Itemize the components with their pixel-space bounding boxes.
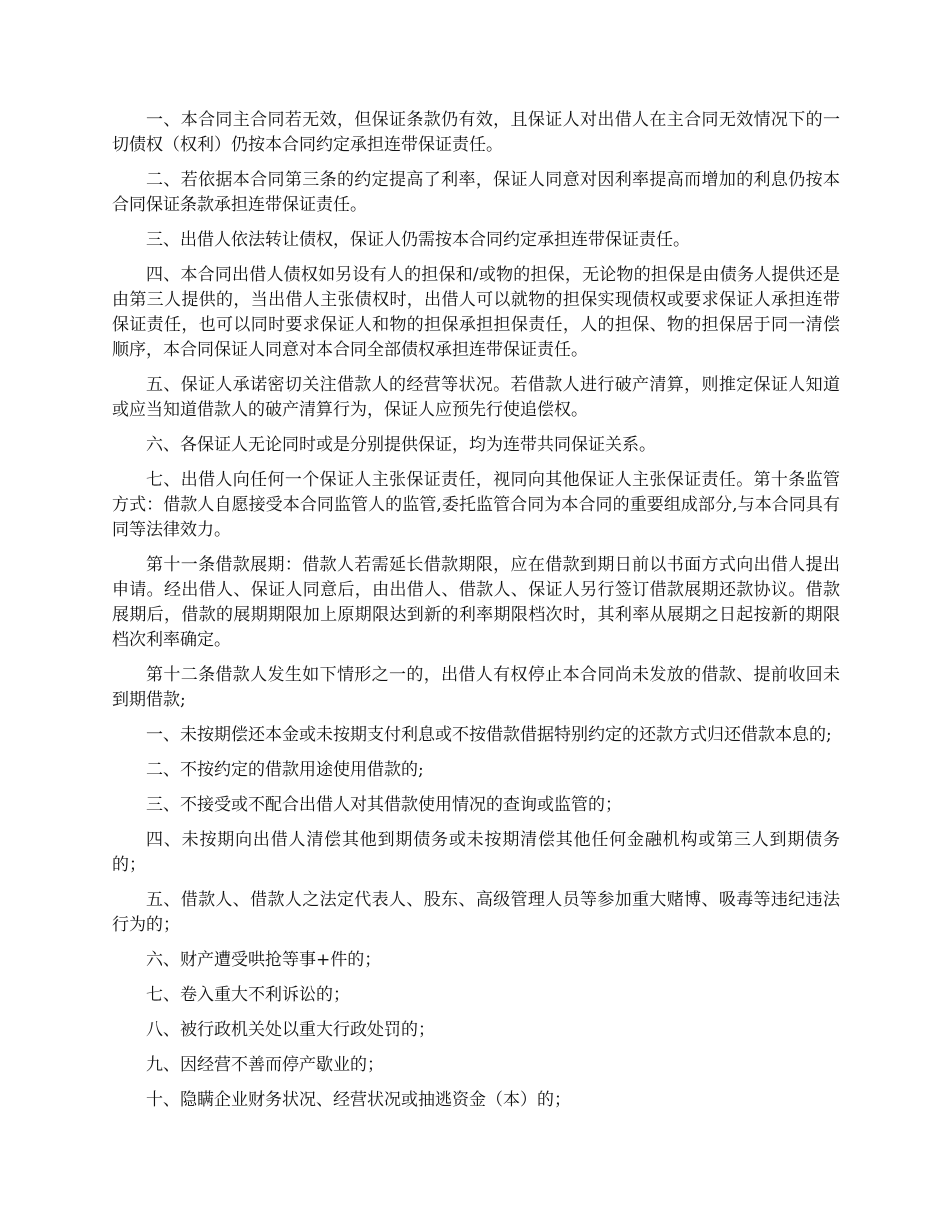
paragraph: 十、隐瞒企业财务状况、经营状况或抽逃资金（本）的； (146, 1090, 571, 1110)
paragraph: 一、未按期偿还本金或未按期支付利息或不按借款借据特别约定的还款方式归还借款本息的; (146, 725, 832, 745)
paragraph: 七、出借人向任何一个保证人主张保证责任，视同向其他保证人主张保证责任。第十条监管方式：借款人自愿接受本合同监管人的监管,委托监管合同为本合同的重要组成部分,与本合同具有同等法律效力。 (112, 470, 840, 540)
paragraph: 第十一条借款展期：借款人若需延长借款期限，应在借款到期日前以书面方式向出借人提出申请。经出借人、保证人同意后，由出借人、借款人、保证人另行签订借款展期还款协议。借款展期后，借款的展期期限加上原期限达到新的利率期限档次时，其利率从展期之日起按新的期限档次利率确定。 (112, 555, 840, 650)
paragraph: 七、卷入重大不利诉讼的； (146, 985, 350, 1005)
paragraph: 二、若依据本合同第三条的约定提高了利率，保证人同意对因利率提高而增加的利息仍按本合同保证条款承担连带保证责任。 (112, 170, 840, 215)
document-body (112, 108, 840, 1123)
paragraph: 九、因经营不善而停产歇业的； (146, 1055, 384, 1075)
paragraph: 六、财产遭受哄抢等事+件的； (146, 950, 382, 970)
paragraph: 五、借款人、借款人之法定代表人、股东、高级管理人员等参加重大赌博、吸毒等违纪违法行为的； (112, 890, 840, 935)
paragraph: 三、不接受或不配合出借人对其借款使用情况的查询或监管的； (146, 795, 622, 815)
paragraph: 三、出借人依法转让债权，保证人仍需按本合同约定承担连带保证责任。 (146, 230, 690, 250)
paragraph: 四、未按期向出借人清偿其他到期债务或未按期清偿其他任何金融机构或第三人到期债务的； (112, 830, 840, 875)
paragraph: 六、各保证人无论同时或是分别提供保证，均为连带共同保证关系。 (146, 435, 656, 455)
paragraph: 第十二条借款人发生如下情形之一的，出借人有权停止本合同尚未发放的借款、提前收回未到期借款; (112, 665, 840, 710)
paragraph: 一、本合同主合同若无效，但保证条款仍有效，且保证人对出借人在主合同无效情况下的一切债权（权利）仍按本合同约定承担连带保证责任。 (112, 110, 840, 155)
paragraph: 四、本合同出借人债权如另设有人的担保和/或物的担保，无论物的担保是由债务人提供还是由第三人提供的，当出借人主张债权时，出借人可以就物的担保实现债权或要求保证人承担连带保证责任，也可以同时要求保证人和物的担保承担担保责任，人的担保、物的担保居于同一清偿顺序，本合同保证人同意对本合同全部债权承担连带保证责任。 (112, 265, 840, 360)
paragraph: 八、被行政机关处以重大行政处罚的； (146, 1020, 435, 1040)
paragraph: 五、保证人承诺密切关注借款人的经营等状况。若借款人进行破产清算，则推定保证人知道或应当知道借款人的破产清算行为，保证人应预先行使追偿权。 (112, 375, 840, 420)
paragraph: 二、不按约定的借款用途使用借款的; (146, 760, 424, 780)
